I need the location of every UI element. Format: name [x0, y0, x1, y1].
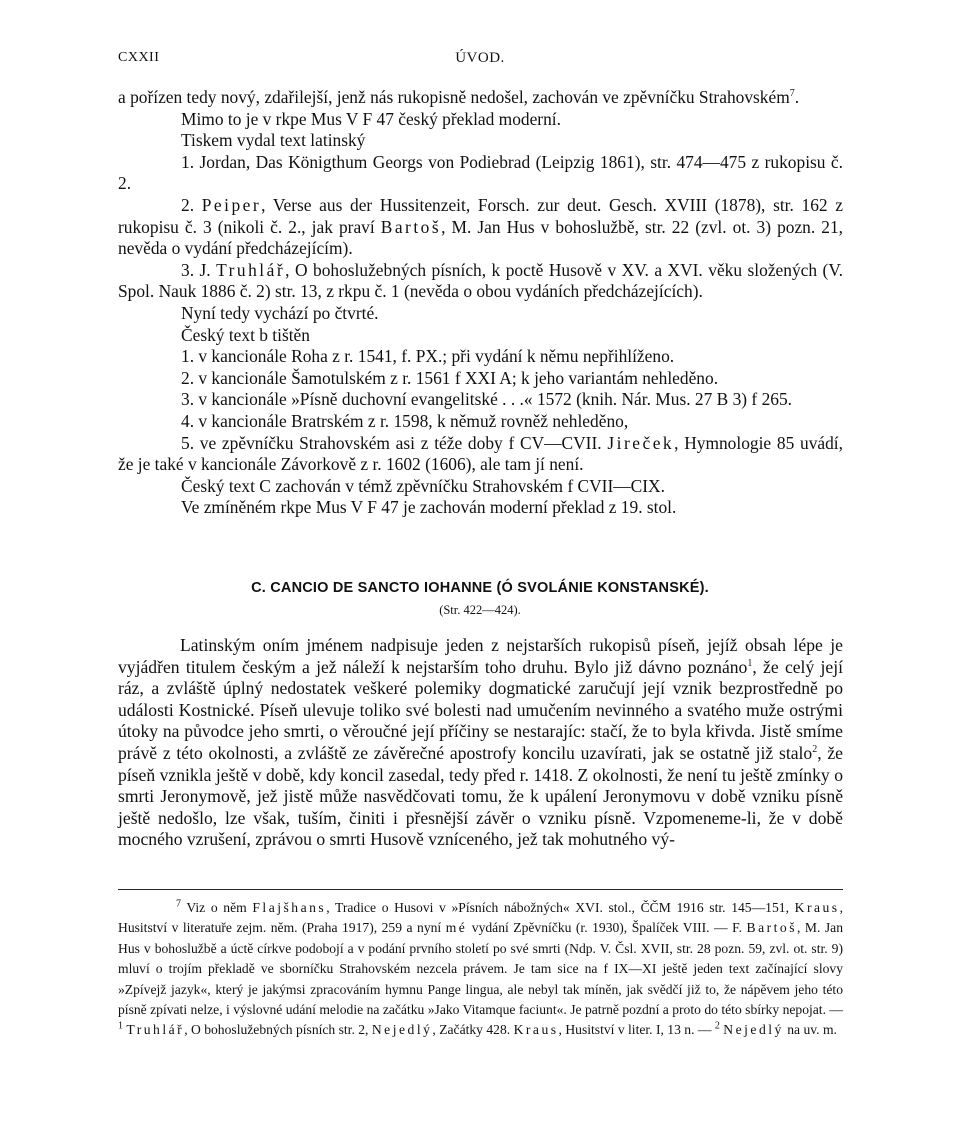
czech-b-heading: Český text b tištěn — [181, 324, 310, 345]
print-item-2: 2. v kancionále Šamotulském z r. 1561 f XXI A; k jeho variantám nehleděno. — [181, 367, 719, 388]
item-text: , Hymnologie 85 uvádí, že je také v kancionále Závorkově z r. 1602 (1606), ale tam jí není. — [118, 432, 843, 475]
fourth-edition-note: Nyní tedy vychází po čtvrté. — [181, 302, 379, 323]
fn-text: , O bohoslužebných písních str. 2, — [184, 1022, 372, 1038]
fn-text: , Tradice o Husovi v »Písních nábožných« XVI. stol., ČČM 1916 str. 145—151, — [326, 900, 795, 915]
author-name: Kraus — [513, 1022, 559, 1038]
intro-text — [118, 87, 843, 519]
fn-text: , M. Jan Hus v bohoslužbě a úctě církve podobojí a v podání prvního století po své smrti (Ndp. V. Čsl. XVII, str. 28 pozn. 59, zvl. ot. str. 9) mluví o trojím překladě ve sborníčku Strahovském nezcela právem. Je tam sice na f IX—XI ještě jeden text začínající slovy »Zpívejž jazyk«, který je jakýmsi zpracováním hymnu Pange lingua, ale nebyl tak míněn, jak svědčí již to, že nápěvem jeho této písně zpívati nelze, i výslovné udání melodie na začátku »Jako Vitamque faciunt«. Je patrně pozdní a proto do této sbírky nepojat. — — [118, 920, 843, 1018]
fn-text: , Začátky 428. — [432, 1022, 514, 1038]
footnote-marker: 1 — [118, 1020, 123, 1032]
footnote-ref: 2 — [812, 744, 818, 756]
footnote-marker: 7 — [176, 898, 181, 910]
intro-end: . — [794, 87, 800, 107]
fn-text: Viz o něm — [181, 900, 253, 915]
print-item-1: 1. v kancionále Roha z r. 1541, f. PX.; při vydání k němu nepřihlíženo. — [181, 346, 675, 367]
edition-item-3 — [118, 260, 843, 303]
running-title: ÚVOD. — [455, 50, 505, 66]
fn-text: , Husitství v liter. I, 13 n. — — [558, 1022, 715, 1038]
paragraph-text: Latinským oním jménem nadpisuje jeden z nejstarších rukopisů píseň, jejíž obsah lépe je vyjádřen titulem českým a jež náleží k nejstarším toho druhu. Bylo již dávno poznáno — [118, 635, 843, 677]
author-name: Jireček — [607, 432, 675, 453]
item-text: 5. ve zpěvníčku Strahovském asi z téže doby f CV—CVII. — [181, 432, 608, 453]
footnote-text — [118, 898, 843, 1041]
item-text: , Verse aus der Hussitenzeit, Forsch. zur deut. Gesch. XVIII (1878), str. 162 z rukopisu č. 3 (nikoli č. 2., jak praví — [118, 194, 843, 237]
footnote-ref: 7 — [789, 88, 795, 100]
author-name: mé — [445, 920, 468, 936]
item-text: , M. Jan Hus v bohoslužbě, str. 22 (zvl. ot. 3) pozn. 21, nevěda o vydání předcházejícím). — [118, 216, 844, 259]
author-name: Flajšhans — [252, 900, 327, 915]
main-paragraph — [118, 635, 843, 851]
print-item-4: 4. v kancionále Bratrském z r. 1598, k němuž rovněž nehleděno, — [181, 410, 629, 431]
section-pages: (Str. 422—424). — [439, 603, 521, 617]
fn-text: , Husitství v literatuře zejm. něm. (Praha 1917), 259 a nyní — [118, 900, 843, 936]
footnote-divider — [118, 889, 843, 890]
footnote-ref: 1 — [747, 657, 753, 669]
main-text — [118, 635, 843, 851]
footnote-marker: 2 — [714, 1020, 720, 1032]
author-name: Truhlář — [216, 259, 286, 280]
page-number: CXXII — [118, 50, 160, 65]
footnotes — [118, 898, 843, 1041]
modern-translation-note: Mimo to je v rkpe Mus V F 47 český překlad moderní. — [181, 108, 561, 129]
item-prefix: 2. — [181, 194, 202, 215]
author-name: Bartoš — [746, 920, 797, 936]
edition-item-1: 1. Jordan, Das Königthum Georgs von Podiebrad (Leipzig 1861), str. 474—475 z rukopisu č. 2. — [118, 151, 843, 194]
item-prefix: 3. J. — [181, 259, 217, 280]
paragraph-text: , že píseň vznikla ještě v době, kdy koncil zasedal, tedy před r. 1418. Z okolnosti, že není tu ještě zmínky o smrti Jeronymově, jež jistě může nasvědčovati tomu, že k upálení Jeronymovu v době vzniku písně ještě nedošlo, lze však, tuším, činiti i přesnější závěr o vzniku písně. Vzpomeneme-li, že v době mocného vzrušení, zprávou o smrti Husově vzníceného, jež tak mohutného vý- — [118, 742, 843, 850]
print-item-5 — [118, 433, 843, 476]
author-name: Bartoš — [380, 216, 442, 237]
edition-item-2 — [118, 195, 843, 260]
section-title: C. CANCIO DE SANCTO IOHANNE (Ó SVOLÁNIE KONSTANSKÉ). — [251, 580, 709, 596]
author-name: Kraus — [794, 900, 840, 915]
czech-c-note: Český text C zachován v témž zpěvníčku Strahovském f CVII—CIX. — [181, 475, 665, 496]
modern-translation-19c: Ve zmíněném rkpe Mus V F 47 je zachován moderní překlad z 19. stol. — [181, 497, 677, 518]
latin-printed-heading: Tiskem vydal text latinský — [181, 130, 366, 151]
author-name: Peiper — [201, 194, 262, 215]
intro-sentence: a pořízen tedy nový, zdařilejší, jenž nás rukopisně nedošel, zachován ve zpěvníčku Strahovském — [118, 87, 790, 107]
author-name: Nejedlý — [371, 1022, 433, 1038]
print-item-3: 3. v kancionále »Písně duchovní evangelitské . . .« 1572 (knih. Nár. Mus. 27 B 3) f 265. — [181, 389, 792, 410]
item-text: , O bohoslužebných písních, k poctě Husově v XV. a XVI. věku složených (V. Spol. Nauk 1886 č. 2) str. 13, z rkpu č. 1 (nevěda o obou vydáních předcházejících). — [118, 259, 843, 302]
author-name: Nejedlý — [723, 1022, 784, 1038]
fn-text: vydání Zpěvníčku (r. 1930), Špalíček VIII. — F. — [467, 920, 747, 936]
intro-line — [118, 87, 843, 109]
paragraph-text: , že celý její ráz, a zvláště úplný nedostatek veškeré polemiky dogmatické zaručují její vznik bezprostředně po události Kostnické. Píseň ulevuje toliko své bolesti nad umučením nevinného a svatého muže ostrými útoky na původce jeho smrti, o věroučné její příčiny se nestarajíc: stačí, že to byla křivda. Jistě smíme právě z této okolnosti, a zvláště ze závěrečné apostrofy koncilu uzavírati, jak se ostatně již stalo — [118, 656, 843, 763]
author-name: Truhlář — [126, 1022, 185, 1038]
fn-text: na uv. m. — [783, 1022, 837, 1038]
